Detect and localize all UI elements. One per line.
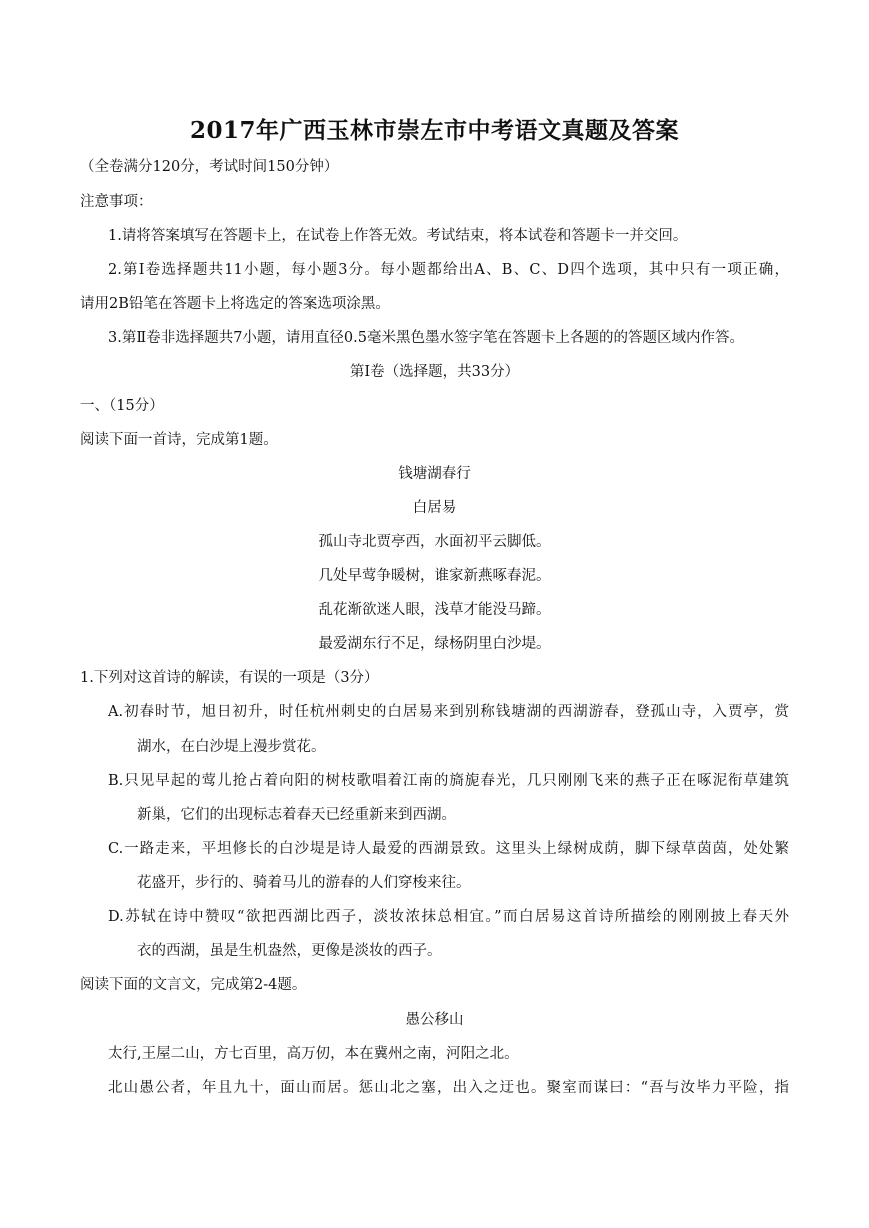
question-stem: 1.下列对这首诗的解读，有误的一项是（3分）	[80, 670, 379, 686]
option-b-continued: 新巢，它们的出现标志着春天已经重新来到西湖。	[137, 807, 456, 823]
poem-title: 钱塘湖春行	[398, 466, 471, 482]
classical-instruction: 阅读下面的文言文，完成第2-4题。	[80, 977, 307, 993]
poem-line: 孤山寺北贾亭西，水面初平云脚低。	[318, 534, 551, 550]
classical-paragraph: 太行,王屋二山，方七百里，高万仞，本在冀州之南，河阳之北。	[108, 1046, 519, 1062]
notice-item: 2.第Ⅰ卷选择题共11小题，每小题3分。每小题都给出A、B、C、D四个选项，其中只有一项正确，	[108, 262, 789, 278]
option-a-continued: 湖水，在白沙堤上漫步赏花。	[137, 739, 326, 755]
option-c-continued: 花盛开，步行的、骑着马儿的游春的人们穿梭来往。	[137, 875, 471, 891]
poem-instruction: 阅读下面一首诗，完成第1题。	[80, 432, 278, 448]
classical-paragraph: 北山愚公者，年且九十，面山而居。惩山北之塞，出入之迂也。聚室而谋曰：“吾与汝毕力平险，指	[108, 1080, 789, 1096]
poem-author: 白居易	[412, 500, 457, 516]
option-d: D.苏轼在诗中赞叹“欲把西湖比西子，淡妆浓抹总相宜。”而白居易这首诗所描绘的刚刚披上春天外	[108, 909, 789, 925]
section-heading: 一、（15分）	[80, 398, 164, 414]
part-heading: 第Ⅰ卷（选择题，共33分）	[349, 364, 520, 380]
poem-line: 最爱湖东行不足，绿杨阴里白沙堤。	[318, 636, 551, 652]
notice-item: 1.请将答案填写在答题卡上，在试卷上作答无效。考试结束，将本试卷和答题卡一并交回。	[108, 228, 688, 244]
notice-item-continued: 请用2B铅笔在答题卡上将选定的答案选项涂黑。	[80, 296, 390, 312]
option-d-continued: 衣的西湖，虽是生机盎然，更像是淡妆的西子。	[137, 943, 442, 959]
notice-heading: 注意事项：	[80, 194, 153, 210]
poem-line: 几处早莺争暖树，谁家新燕啄春泥。	[318, 568, 551, 584]
poem-line: 乱花渐欲迷人眼，浅草才能没马蹄。	[318, 602, 551, 618]
option-a: A.初春时节，旭日初升，时任杭州刺史的白居易来到别称钱塘湖的西湖游春，登孤山寺，入贾亭，赏	[108, 704, 789, 720]
notice-item: 3.第Ⅱ卷非选择题共7小题，请用直径0.5毫米黑色墨水签字笔在答题卡上各题的的答题区域内作答。	[108, 330, 744, 346]
option-b: B.只见早起的莺儿抢占着向阳的树枝歌唱着江南的旖旎春光，几只刚刚飞来的燕子正在啄泥衔草建筑	[108, 773, 789, 789]
classical-title: 愚公移山	[405, 1012, 464, 1028]
document-title: 2017年广西玉林市崇左市中考语文真题及答案	[189, 117, 679, 144]
option-c: C.一路走来，平坦修长的白沙堤是诗人最爱的西湖景致。这里头上绿树成荫，脚下绿草茵茵，处处繁	[108, 841, 789, 857]
exam-info: （全卷满分120分，考试时间150分钟）	[80, 159, 339, 175]
